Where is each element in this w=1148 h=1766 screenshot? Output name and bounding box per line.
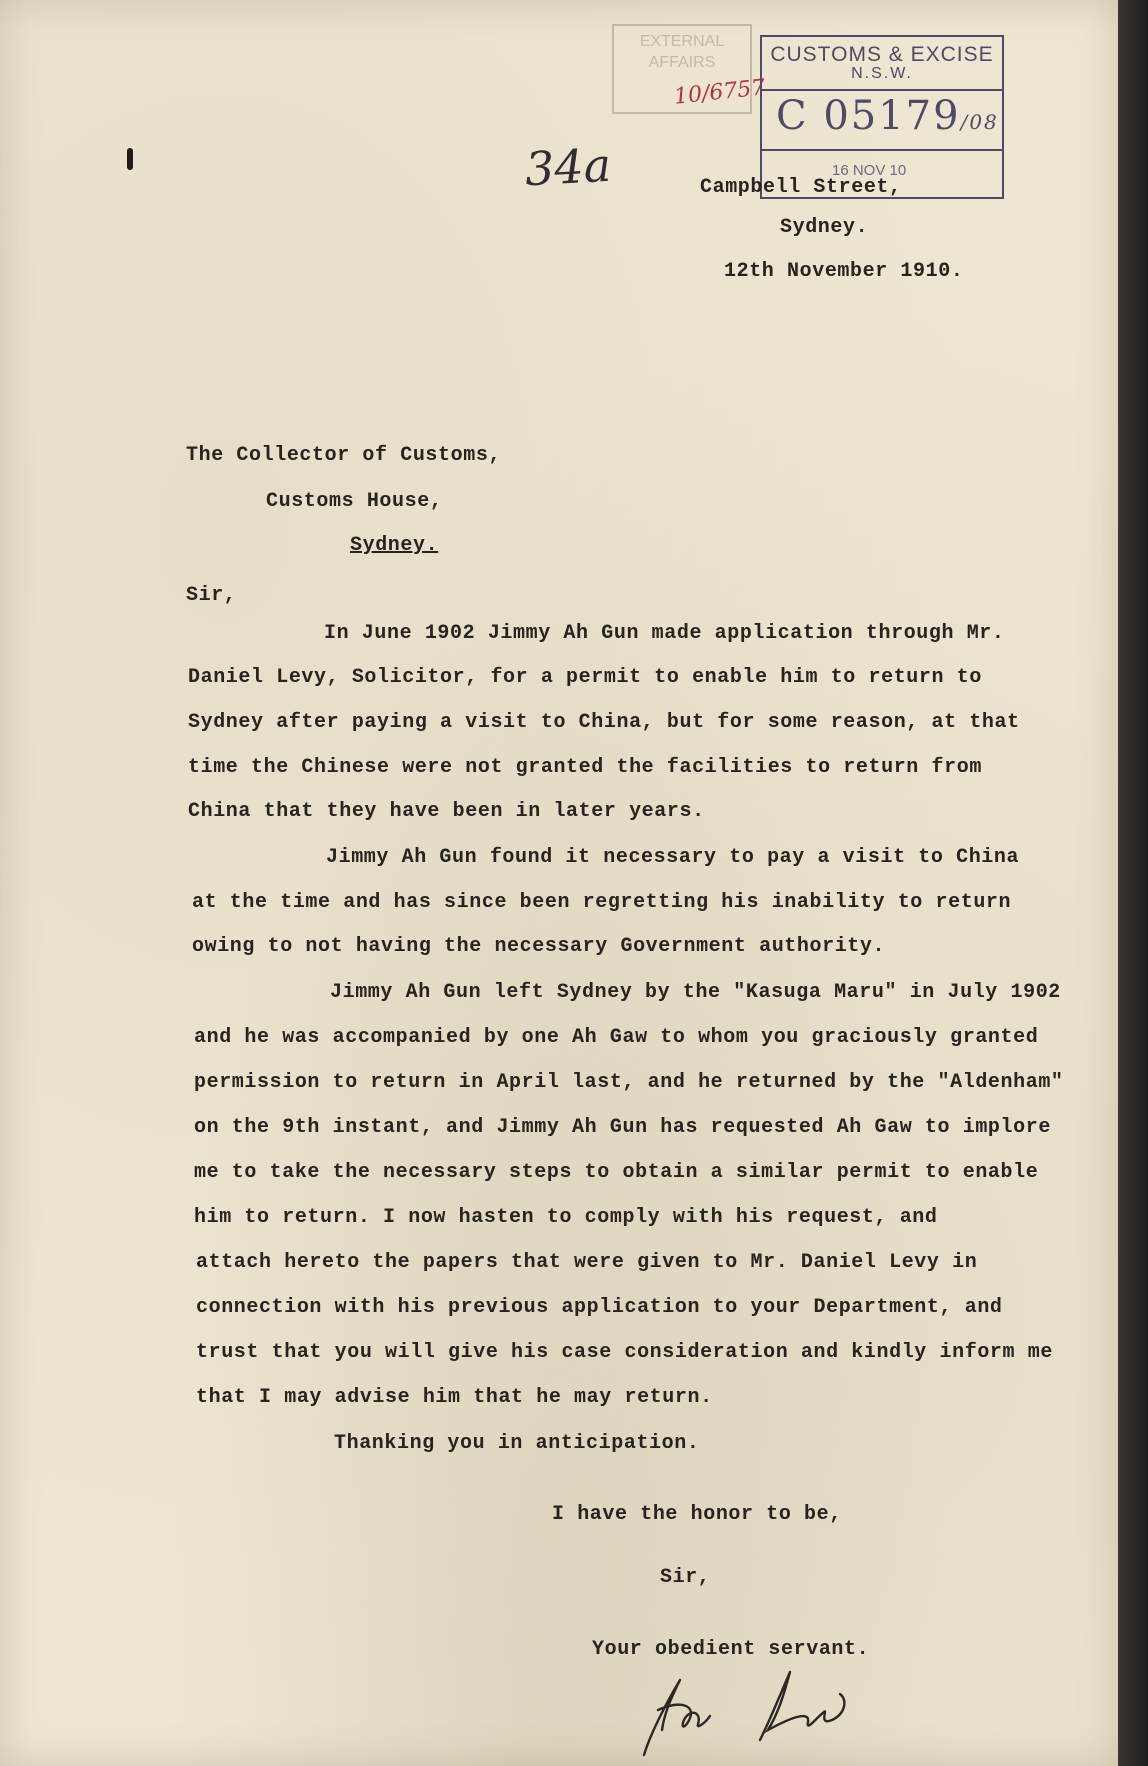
body-line-12: on the 9th instant, and Jimmy Ah Gun has requested Ah Gaw to implore — [194, 1116, 1051, 1139]
body-line-16: connection with his previous application to your Department, and — [196, 1296, 1003, 1319]
thanks-line: Thanking you in anticipation. — [334, 1432, 700, 1455]
recipient-line2: Customs House, — [266, 490, 443, 513]
letter-date: 12th November 1910. — [724, 260, 964, 283]
recipient-line3: Sydney. — [350, 534, 439, 557]
salutation: Sir, — [186, 584, 237, 607]
customs-stamp-date-mark: 16 NOV 10 — [832, 162, 907, 179]
customs-excise-stamp — [760, 35, 1004, 199]
customs-stamp-state: N.S.W. — [851, 65, 913, 82]
pin-hole-mark — [127, 148, 133, 170]
body-line-2: Daniel Levy, Solicitor, for a permit to enable him to return to — [188, 666, 982, 689]
customs-number-suffix: /08 — [960, 110, 999, 134]
address-city: Sydney. — [780, 216, 869, 239]
body-line-17: trust that you will give his case consideration and kindly inform me — [196, 1341, 1053, 1364]
handwritten-signature — [640, 1660, 910, 1760]
closing-line3: Your obedient servant. — [592, 1638, 870, 1661]
recipient-line1: The Collector of Customs, — [186, 444, 502, 467]
body-line-5: China that they have been in later years. — [188, 800, 705, 823]
customs-stamp-title: CUSTOMS & EXCISE — [770, 43, 994, 66]
address-street: Campbell Street, — [700, 176, 902, 199]
body-line-8: owing to not having the necessary Government authority. — [192, 935, 886, 958]
customs-stamp-number — [776, 93, 999, 139]
external-affairs-stamp-line1: EXTERNAL — [639, 33, 725, 50]
body-line-4: time the Chinese were not granted the facilities to return from — [188, 756, 982, 779]
body-line-3: Sydney after paying a visit to China, but for some reason, at that — [188, 711, 1020, 734]
external-affairs-stamp-line2: AFFAIRS — [648, 53, 716, 71]
body-line-9: Jimmy Ah Gun left Sydney by the "Kasuga Maru" in July 1902 — [330, 981, 1061, 1004]
body-line-13: me to take the necessary steps to obtain a similar permit to enable — [194, 1161, 1039, 1184]
body-line-6: Jimmy Ah Gun found it necessary to pay a visit to China — [326, 846, 1020, 869]
body-line-18: that I may advise him that he may return. — [196, 1386, 713, 1409]
body-line-7: at the time and has since been regretting his inability to return — [192, 891, 1012, 914]
closing-line1: I have the honor to be, — [552, 1503, 842, 1526]
body-line-14: him to return. I now hasten to comply with his request, and — [194, 1206, 938, 1229]
customs-stamp-divider — [762, 149, 1002, 151]
customs-stamp-header — [762, 37, 1002, 91]
handwritten-reference: 34a — [523, 137, 613, 197]
customs-number-main: C 05179 — [776, 93, 961, 139]
body-line-1: In June 1902 Jimmy Ah Gun made application through Mr. — [324, 622, 1005, 645]
body-line-10: and he was accompanied by one Ah Gaw to whom you graciously granted — [194, 1026, 1039, 1049]
closing-line2: Sir, — [660, 1566, 711, 1589]
scan-edge — [1118, 0, 1148, 1766]
body-line-11: permission to return in April last, and he returned by the "Aldenham" — [194, 1071, 1064, 1094]
body-line-15: attach hereto the papers that were given to Mr. Daniel Levy in — [196, 1251, 978, 1274]
red-reference-number: 10/6757 — [672, 75, 767, 110]
